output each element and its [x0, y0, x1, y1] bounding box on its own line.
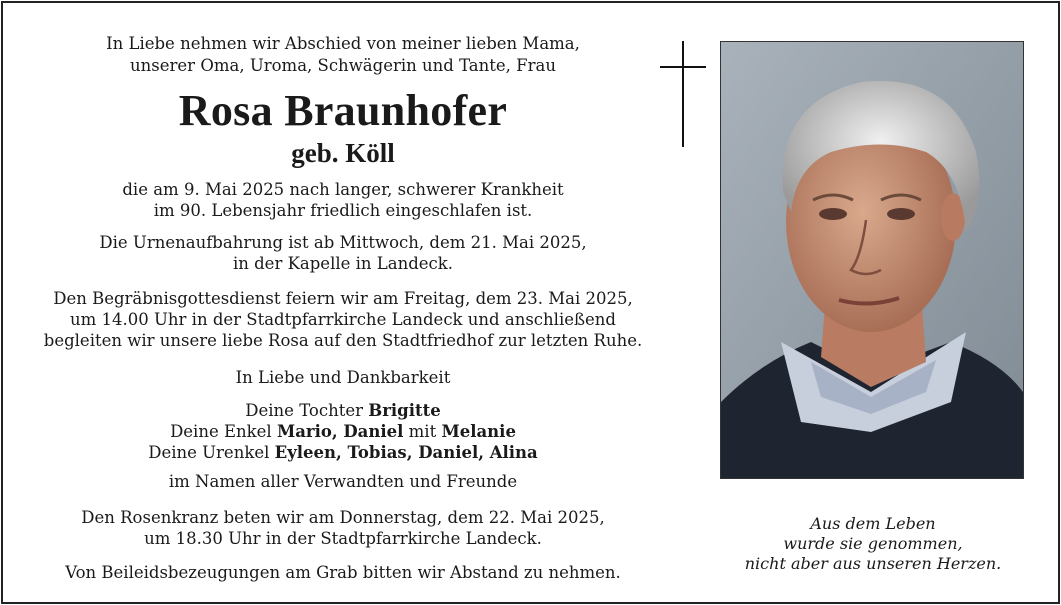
mourner-grandchildren — [43, 421, 643, 442]
grandchildren-names-b: Melanie — [441, 422, 516, 441]
grandchildren-label: Deine Enkel — [170, 422, 272, 441]
left-eye — [819, 208, 847, 220]
grandchildren-separator: mit — [408, 422, 437, 441]
quote-line-2: wurde sie genommen, — [783, 534, 963, 553]
quote-line-3: nicht aber aus unseren Herzen. — [744, 554, 1002, 573]
funeral-line-3: begleiten wir unsere liebe Rosa auf den Stadtfriedhof zur letzten Ruhe. — [43, 331, 643, 350]
condolence-note: Von Beileidsbezeugungen am Grab bitten wir Abstand zu nehmen. — [65, 563, 621, 582]
deceased-name: Rosa Braunhofer — [178, 86, 508, 135]
daughter-name: Brigitte — [368, 401, 441, 420]
daughter-label: Deine Tochter — [245, 401, 363, 420]
birth-name: geb. Köll — [291, 138, 395, 168]
cross-vertical-bar — [682, 41, 684, 147]
viewing-line-2: in der Kapelle in Landeck. — [232, 254, 454, 273]
grandchildren-names-a: Mario, Daniel — [276, 422, 404, 441]
great-grandchildren-names: Eyleen, Tobias, Daniel, Alina — [274, 443, 538, 462]
intro-line-2: unserer Oma, Uroma, Schwägerin und Tante, Frau — [130, 56, 556, 75]
intro-line-1: In Liebe nehmen wir Abschied von meiner lieben Mama, — [106, 34, 580, 53]
funeral-line-1: Den Begräbnisgottesdienst feiern wir am Freitag, dem 23. Mai 2025, — [53, 289, 633, 308]
right-eye — [887, 208, 915, 220]
death-notice-line-2: im 90. Lebensjahr friedlich eingeschlafen ist. — [153, 201, 533, 220]
portrait-photo — [720, 41, 1024, 479]
death-notice-line-1: die am 9. Mai 2025 nach langer, schwerer Krankheit — [122, 180, 564, 199]
viewing-line-1: Die Urnenaufbahrung ist ab Mittwoch, dem 21. Mai 2025, — [99, 233, 587, 252]
rosary-line-1: Den Rosenkranz beten wir am Donnerstag, dem 22. Mai 2025, — [81, 508, 605, 527]
cross-icon — [660, 41, 706, 147]
memorial-quote — [723, 514, 1023, 574]
rosary-line-2: um 18.30 Uhr in der Stadtpfarrkirche Landeck. — [144, 529, 542, 548]
funeral-line-2: um 14.00 Uhr in der Stadtpfarrkirche Landeck und anschließend — [70, 310, 616, 329]
quote-line-1: Aus dem Leben — [810, 514, 936, 533]
obituary-text-column — [43, 33, 643, 583]
closing-line: In Liebe und Dankbarkeit — [235, 368, 451, 387]
great-grandchildren-label: Deine Urenkel — [148, 443, 270, 462]
obituary-card — [1, 1, 1060, 604]
mourner-daughter — [43, 400, 643, 421]
portrait-illustration — [721, 42, 1023, 478]
relatives-line: im Namen aller Verwandten und Freunde — [168, 472, 518, 491]
cross-horizontal-bar — [660, 66, 706, 68]
mourner-great-grandchildren — [43, 442, 643, 463]
